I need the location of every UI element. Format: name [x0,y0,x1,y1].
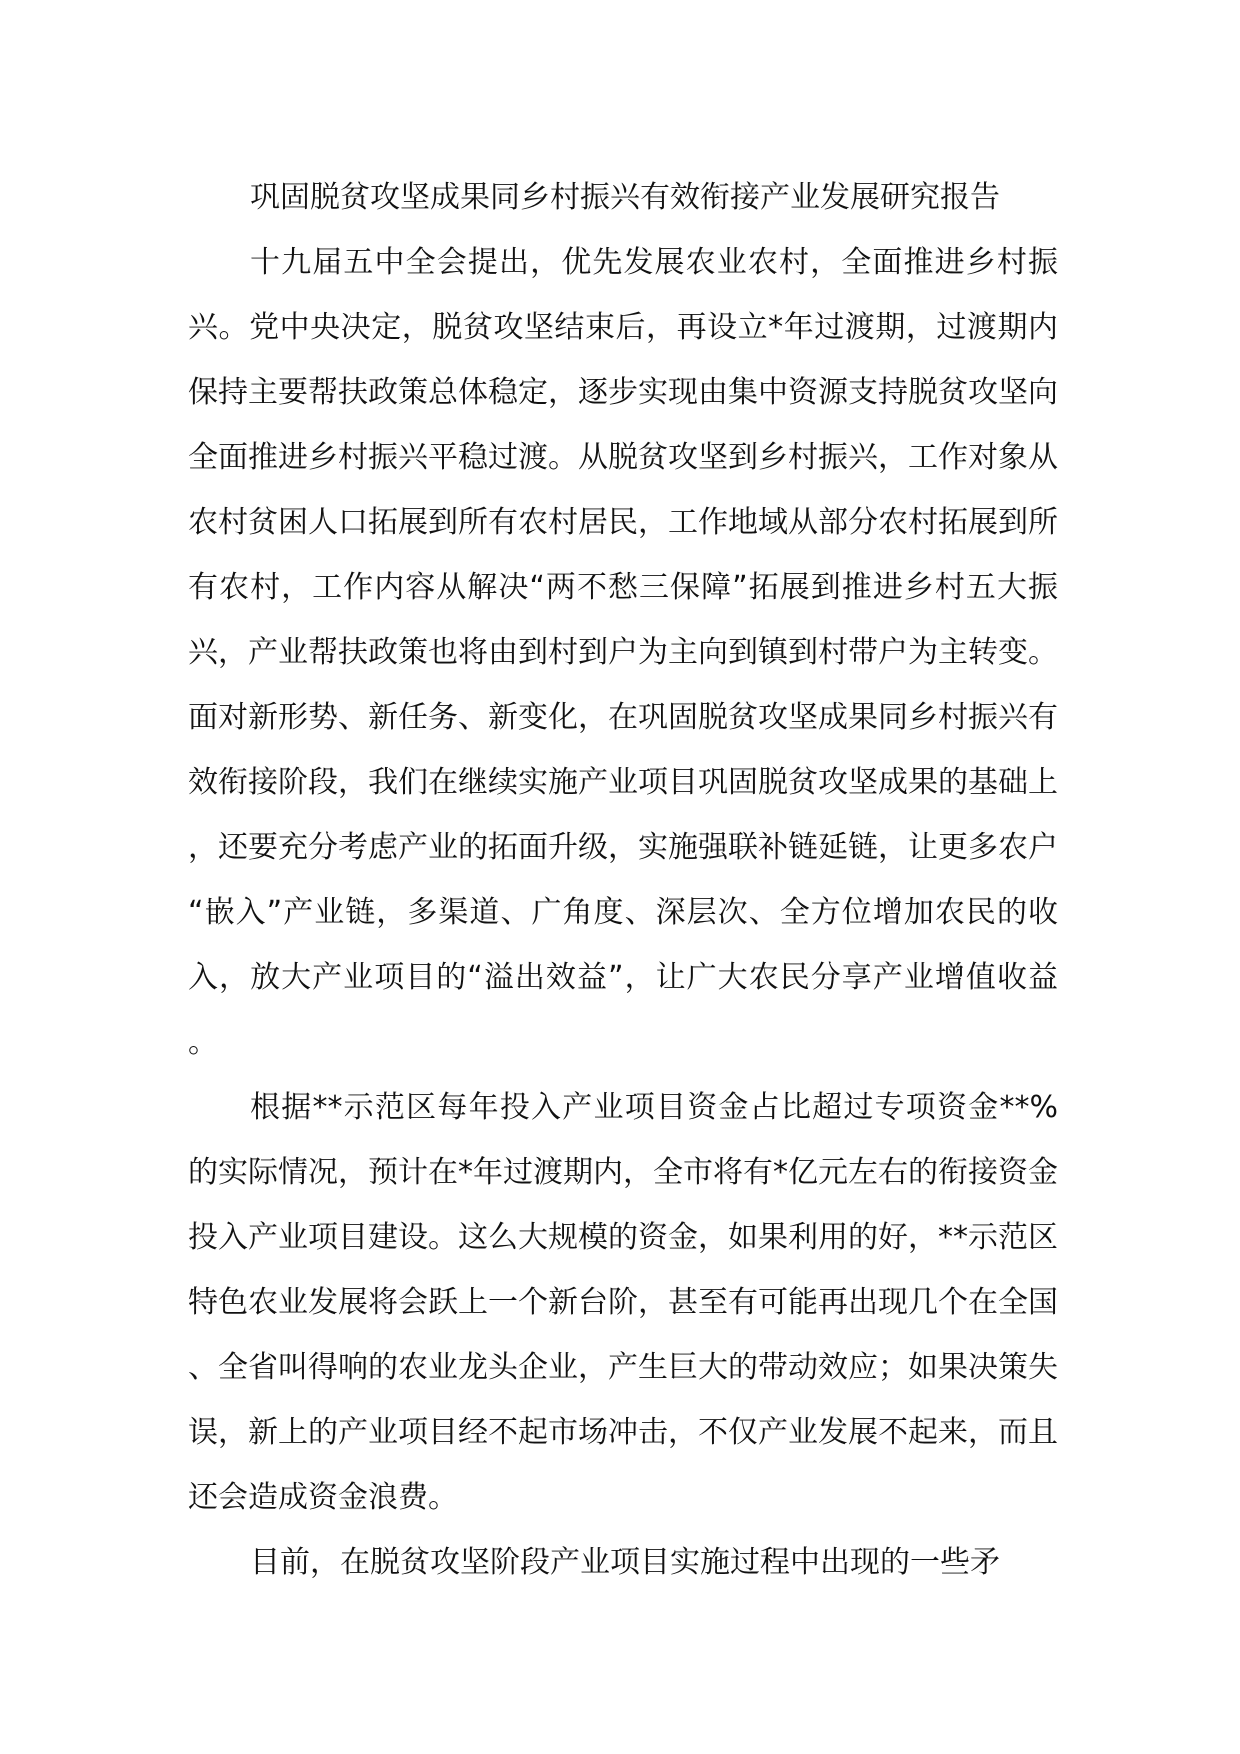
document-body [188,165,1058,1595]
paragraph-funding: 根据**示范区每年投入产业项目资金占比超过专项资金**%的实际情况，预计在*年过渡期内，全市将有*亿元左右的衔接资金投入产业项目建设。这么大规模的资金，如果利用的好，**示范区特色农业发展将会跃上一个新台阶，甚至有可能再出现几个在全国、全省叫得响的农业龙头企业，产生巨大的带动效应；如果决策失误，新上的产业项目经不起市场冲击，不仅产业发展不起来，而且还会造成资金浪费。 [188,1090,1058,1515]
paragraph-current: 目前，在脱贫攻坚阶段产业项目实施过程中出现的一些矛 [250,1545,1000,1580]
paragraph-intro: 十九届五中全会提出，优先发展农业农村，全面推进乡村振兴。党中央决定，脱贫攻坚结束后，再设立*年过渡期，过渡期内保持主要帮扶政策总体稳定，逐步实现由集中资源支持脱贫攻坚向全面推进乡村振兴平稳过渡。从脱贫攻坚到乡村振兴，工作对象从农村贫困人口拓展到所有农村居民，工作地域从部分农村拓展到所有农村，工作内容从解决“两不愁三保障”拓展到推进乡村五大振兴，产业帮扶政策也将由到村到户为主向到镇到村带户为主转变。面对新形势、新任务、新变化，在巩固脱贫攻坚成果同乡村振兴有效衔接阶段，我们在继续实施产业项目巩固脱贫攻坚成果的基础上，还要充分考虑产业的拓面升级，实施强联补链延链，让更多农户“嵌入”产业链，多渠道、广角度、深层次、全方位增加农民的收入，放大产业项目的“溢出效益”，让广大农民分享产业增值收益。 [188,245,1058,1060]
document-title: 巩固脱贫攻坚成果同乡村振兴有效衔接产业发展研究报告 [250,180,1000,215]
